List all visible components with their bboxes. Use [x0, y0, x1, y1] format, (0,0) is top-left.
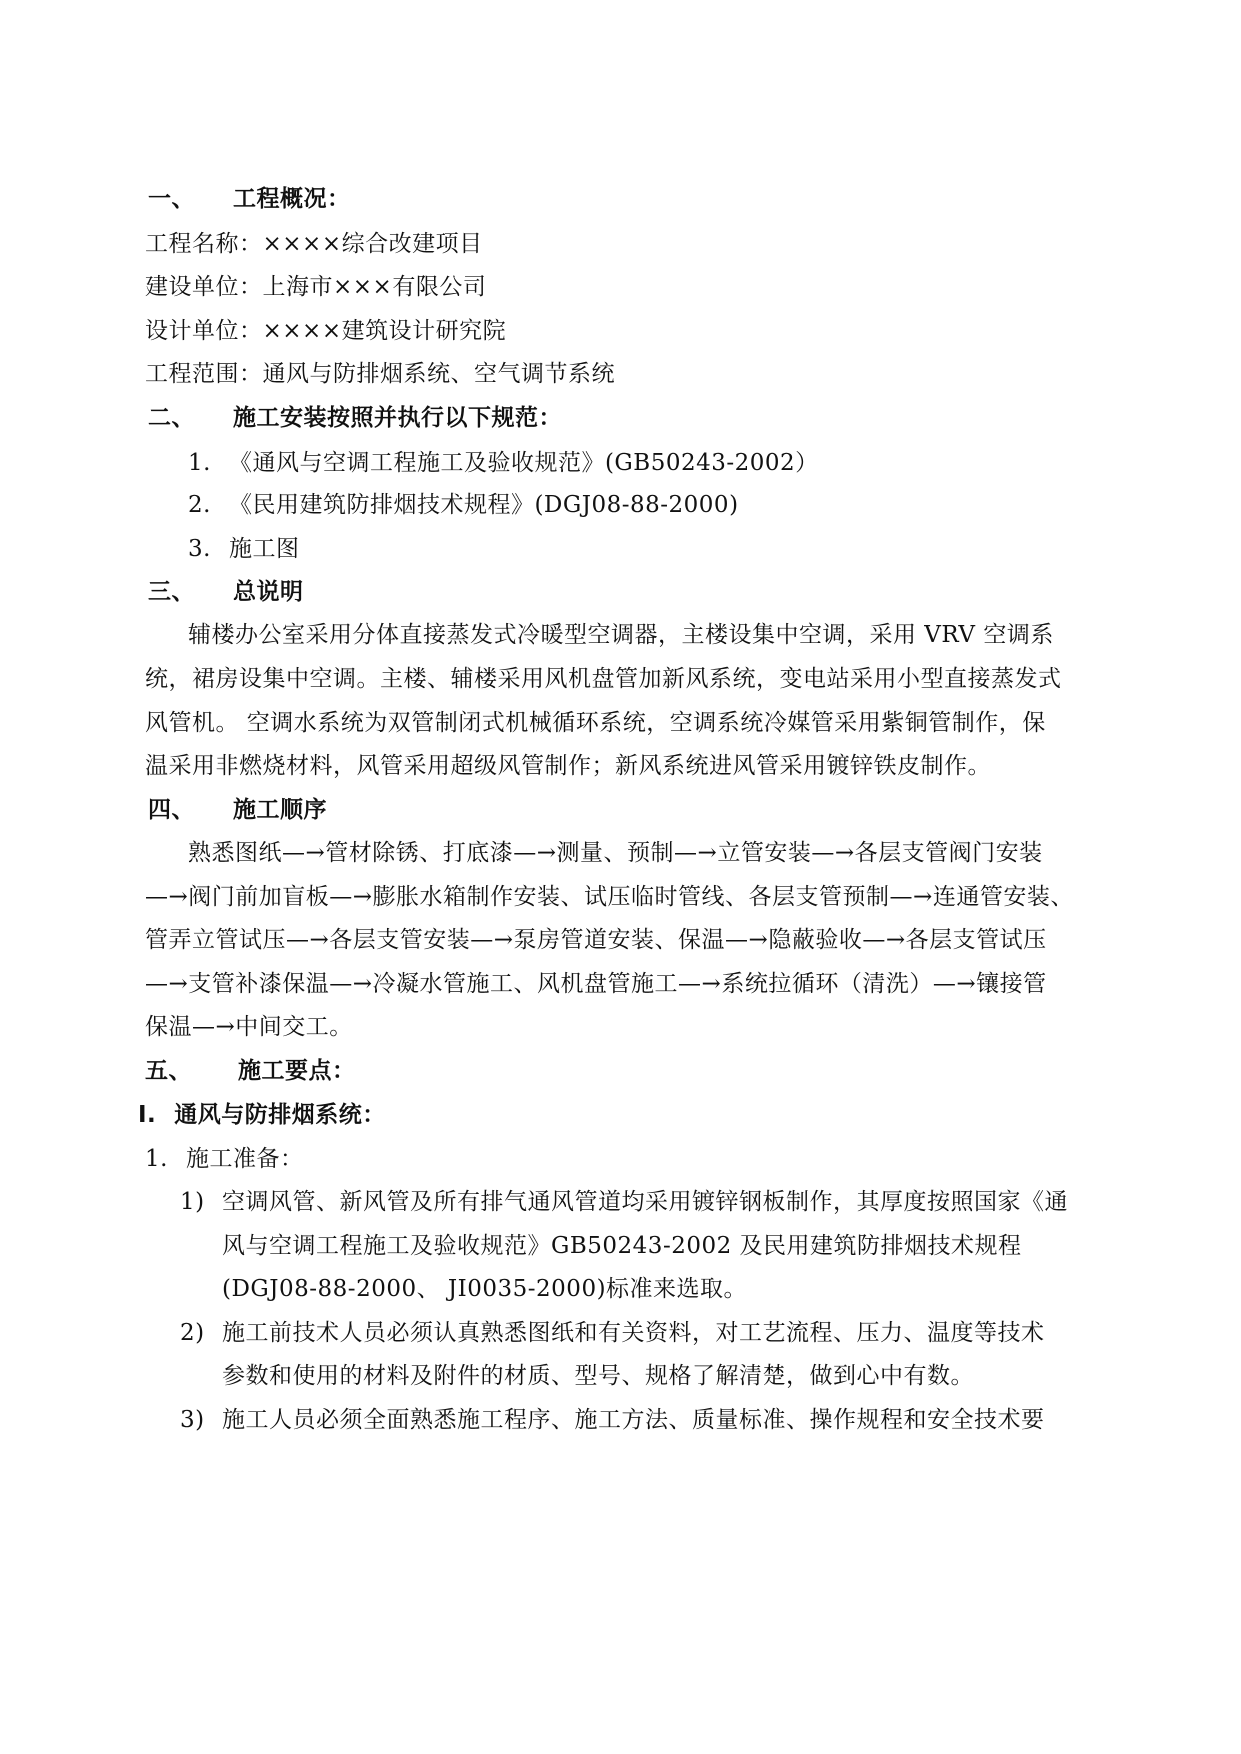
spec-item-text: 《民用建筑防排烟技术规程》(DGJ08-88-2000)	[228, 492, 739, 518]
paragraph-line: —→阀门前加盲板—→膨胀水箱制作安装、试压临时管线、各层支管预制—→连通管安装、	[145, 884, 1074, 910]
spec-item	[188, 448, 819, 478]
project-name: 工程名称：××××综合改建项目	[145, 231, 483, 257]
spec-item-number: 2.	[188, 492, 211, 518]
section-5-title: 施工要点：	[238, 1058, 356, 1084]
section-2-number: 二、	[148, 405, 195, 431]
section-1-title: 工程概况：	[233, 186, 351, 212]
paragraph-line: 熟悉图纸—→管材除锈、打底漆—→测量、预制—→立管安装—→各层支管阀门安装	[188, 840, 1043, 866]
paragraph-line: —→支管补漆保温—→冷凝水管施工、风机盘管施工—→系统拉循环（清洗）—→镶接管	[145, 971, 1047, 997]
paragraph-line: 风管机。 空调水系统为双管制闭式机械循环系统，空调系统冷媒管采用紫铜管制作，保	[145, 710, 1046, 736]
step-title: 施工准备：	[185, 1146, 304, 1172]
spec-item	[188, 534, 299, 564]
section-1-number: 一、	[148, 186, 195, 212]
section-1-heading	[148, 184, 351, 214]
step-number: 1.	[145, 1146, 168, 1172]
section-2-heading	[148, 403, 562, 433]
spec-item-text: 施工图	[228, 536, 300, 562]
point-line: (DGJ08-88-2000、 JI0035-2000)标准来选取。	[222, 1276, 748, 1302]
section-5-heading	[145, 1056, 356, 1086]
paragraph-line: 统，裙房设集中空调。主楼、辅楼采用风机盘管加新风系统，变电站采用小型直接蒸发式	[145, 666, 1062, 692]
paragraph-line: 辅楼办公室采用分体直接蒸发式冷暖型空调器，主楼设集中空调，采用 VRV 空调系	[188, 622, 1054, 648]
point-line: 施工前技术人员必须认真熟悉图纸和有关资料，对工艺流程、压力、温度等技术	[222, 1320, 1045, 1346]
step-heading	[145, 1144, 303, 1174]
section-5-number: 五、	[145, 1058, 192, 1084]
spec-item-number: 3.	[188, 536, 211, 562]
section-3-title: 总说明	[233, 579, 304, 605]
point-number: 3)	[180, 1407, 205, 1433]
spec-item-text: 《通风与空调工程施工及验收规范》(GB50243-2002）	[228, 450, 819, 476]
paragraph-line: 温采用非燃烧材料，风管采用超级风管制作；新风系统进风管采用镀锌铁皮制作。	[145, 753, 991, 779]
subsection-title: 通风与防排烟系统：	[174, 1102, 386, 1128]
point-number: 1)	[180, 1189, 205, 1215]
project-scope: 工程范围：通风与防排烟系统、空气调节系统	[145, 361, 615, 387]
project-designer: 设计单位：××××建筑设计研究院	[145, 318, 507, 344]
section-3-number: 三、	[148, 579, 195, 605]
project-builder: 建设单位：上海市×××有限公司	[145, 274, 487, 300]
paragraph-line: 保温—→中间交工。	[145, 1014, 353, 1040]
section-2-title: 施工安装按照并执行以下规范：	[233, 405, 562, 431]
spec-item-number: 1.	[188, 450, 211, 476]
point-line: 参数和使用的材料及附件的材质、型号、规格了解清楚，做到心中有数。	[222, 1363, 974, 1389]
paragraph-line: 管弄立管试压—→各层支管安装—→泵房管道安装、保温—→隐蔽验收—→各层支管试压	[145, 927, 1047, 953]
point-line: 风与空调工程施工及验收规范》GB50243-2002 及民用建筑防排烟技术规程	[222, 1233, 1022, 1259]
section-4-number: 四、	[148, 797, 195, 823]
point-number: 2)	[180, 1320, 205, 1346]
point-line: 空调风管、新风管及所有排气通风管道均采用镀锌钢板制作，其厚度按照国家《通	[222, 1189, 1068, 1215]
section-3-heading	[148, 577, 304, 607]
subsection-number: I.	[138, 1102, 157, 1128]
section-4-heading	[148, 795, 327, 825]
section-4-title: 施工顺序	[233, 797, 327, 823]
subsection-heading	[138, 1100, 386, 1130]
spec-item	[188, 490, 739, 520]
point-line: 施工人员必须全面熟悉施工程序、施工方法、质量标准、操作规程和安全技术要	[222, 1407, 1045, 1433]
